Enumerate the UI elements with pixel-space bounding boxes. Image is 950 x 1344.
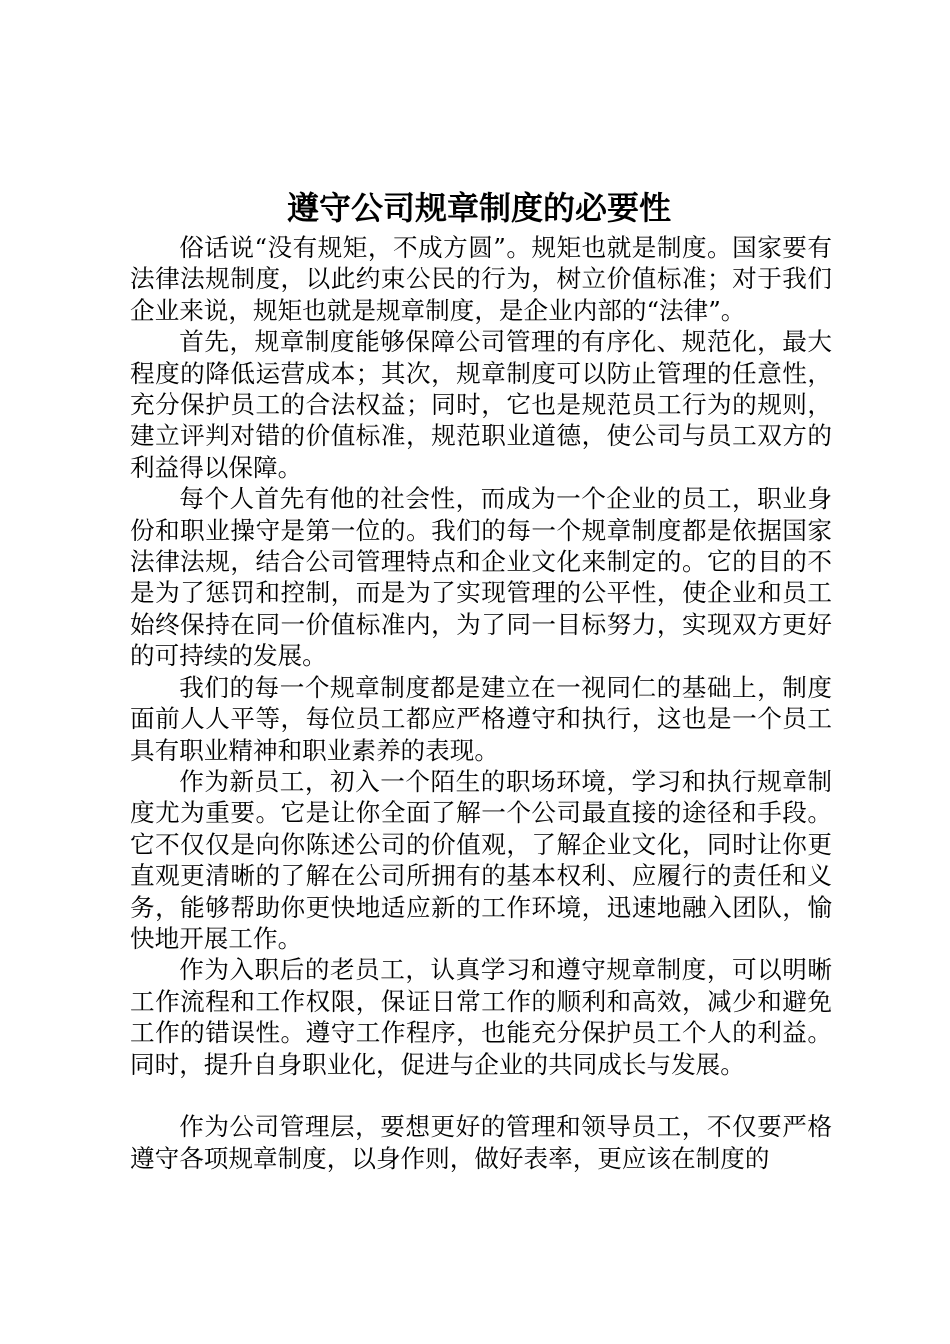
paragraph-2: 首先，规章制度能够保障公司管理的有序化、规范化，最大程度的降低运营成本；其次，规章制度可以防止管理的任意性，充分保护员工的合法权益；同时，它也是规范员工行为的规则，建立评判对错的价值标准，规范职业道德，使公司与员工双方的利益得以保障。 [130,327,832,482]
paragraph-7: 作为公司管理层，要想更好的管理和领导员工，不仅要严格遵守各项规章制度，以身作则，做好表率，更应该在制度的 [130,1112,832,1173]
paragraph-4: 我们的每一个规章制度都是建立在一视同仁的基础上，制度面前人人平等，每位员工都应严格遵守和执行，这也是一个员工具有职业精神和职业素养的表现。 [130,672,832,765]
paragraph-6: 作为入职后的老员工，认真学习和遵守规章制度，可以明晰工作流程和工作权限，保证日常工作的顺利和高效，减少和避免工作的错误性。遵守工作程序，也能充分保护员工个人的利益。同时，提升自身职业化，促进与企业的共同成长与发展。 [130,955,832,1079]
document-body [130,232,832,1174]
document-title: 遵守公司规章制度的必要性 [286,189,671,227]
paragraph-3: 每个人首先有他的社会性，而成为一个企业的员工，职业身份和职业操守是第一位的。我们的每一个规章制度都是依据国家法律法规，结合公司管理特点和企业文化来制定的。它的目的不是为了惩罚和控制，而是为了实现管理的公平性，使企业和员工始终保持在同一价值标准内，为了同一目标努力，实现双方更好的可持续的发展。 [130,484,832,671]
paragraph-1: 俗话说“没有规矩，不成方圆”。规矩也就是制度。国家要有法律法规制度，以此约束公民的行为，树立价值标准；对于我们企业来说，规矩也就是规章制度，是企业内部的“法律”。 [130,233,832,325]
paragraph-gap [130,1080,832,1111]
paragraph-5: 作为新员工，初入一个陌生的职场环境，学习和执行规章制度尤为重要。它是让你全面了解一个公司最直接的途径和手段。它不仅仅是向你陈述公司的价值观，了解企业文化，同时让你更直观更清晰的了解在公司所拥有的基本权利、应履行的责任和义务，能够帮助你更快地适应新的工作环境，迅速地融入团队，愉快地开展工作。 [130,766,832,953]
